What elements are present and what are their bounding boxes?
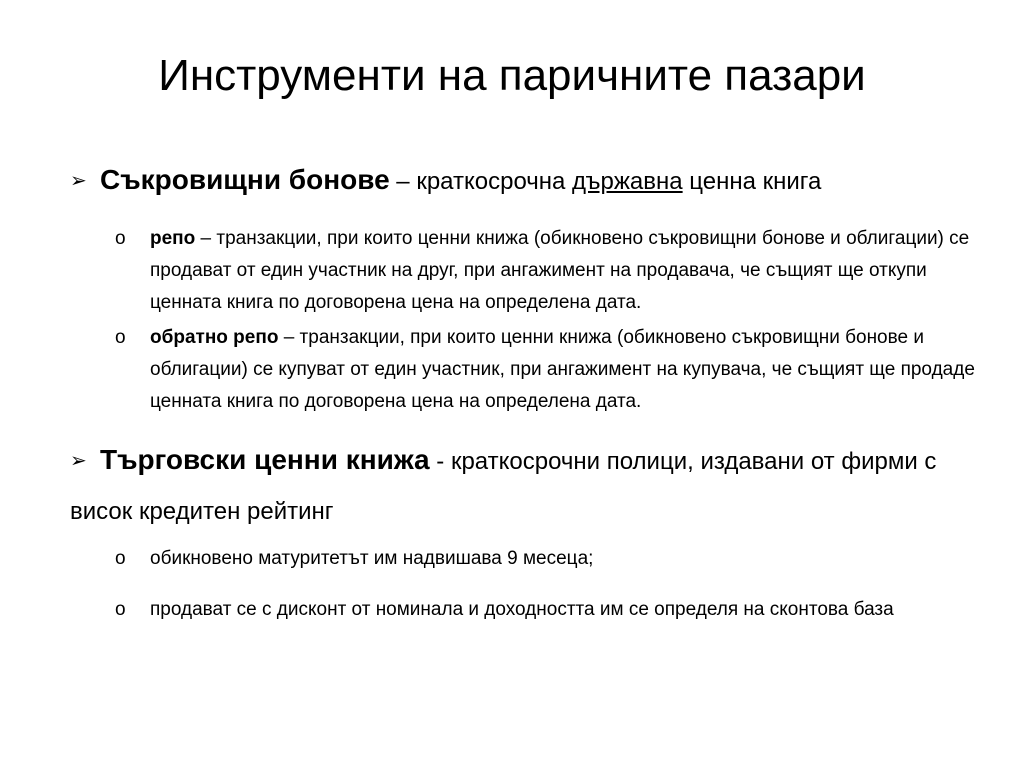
bullet-term: Търговски ценни книжа: [100, 444, 430, 475]
sub-bullet-reverse-repo: [115, 322, 995, 418]
sub-bullet-text: продават се с дисконт от номинала и доходността им се определя на сконтова база: [150, 599, 894, 620]
circle-bullet-icon: o: [115, 228, 126, 249]
arrow-bullet-icon: ➢: [70, 170, 87, 192]
circle-bullet-icon: o: [115, 327, 126, 348]
bullet-definition-end: ценна книга: [682, 168, 822, 195]
sub-bullet-maturity: [115, 543, 995, 575]
sub-bullet-text: – транзакции, при които ценни книжа (обикновено съкровищни бонове и облигации) се купуват от един участник, при ангажимент на купувача, че същият ще продаде ценната книга по договорена цена на определена дата.: [150, 327, 975, 412]
bullet-definition-start: краткосрочна: [416, 168, 573, 195]
bullet-definition: - краткосрочни полици, издавани от фирми с висок кредитен рейтинг: [70, 448, 937, 525]
bullet-commercial-paper: [70, 436, 990, 536]
sub-bullet-discount: [115, 594, 995, 626]
bullet-dash: –: [389, 168, 417, 195]
sub-bullet-term: репо: [150, 228, 196, 249]
circle-bullet-icon: o: [115, 548, 126, 569]
arrow-bullet-icon: ➢: [70, 450, 87, 472]
bullet-term: Съкровищни бонове: [100, 164, 390, 195]
bullet-definition-underlined: държавна: [572, 168, 683, 195]
sub-bullet-text: – транзакции, при които ценни книжа (обикновено съкровищни бонове и облигации) се продават от един участник на друг, при ангажимент на продавача, че същият ще откупи ценната книга по договорена цена на определена дата.: [150, 228, 970, 313]
sub-bullet-text: обикновено матуритетът им надвишава 9 месеца;: [150, 548, 594, 569]
bullet-treasury-bills: [70, 160, 990, 202]
circle-bullet-icon: o: [115, 599, 126, 620]
slide-title: Инструменти на паричните пазари: [158, 51, 866, 100]
sub-bullet-repo: [115, 223, 995, 319]
sub-bullet-term: обратно репо: [150, 327, 279, 348]
